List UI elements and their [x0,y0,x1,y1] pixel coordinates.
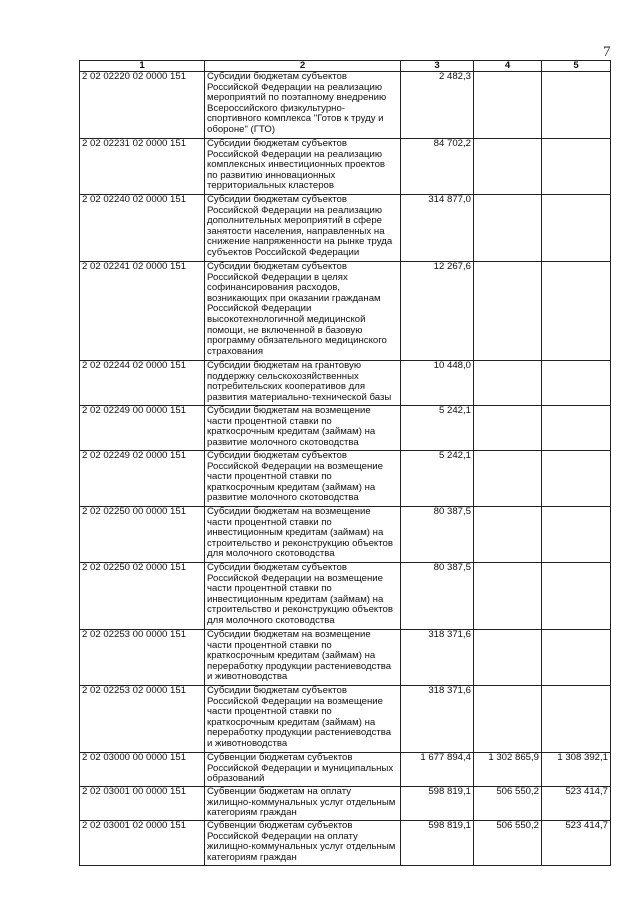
value-col5-cell [542,630,611,686]
name-cell: Субвенции бюджетам на оплату жилищно-коммунальных услуг отдельным категориям граждан [205,787,401,821]
value-col4-cell: 506 550,2 [474,787,542,821]
value-col5-cell [542,262,611,361]
table-row [80,507,611,563]
column-header-5: 5 [542,61,611,72]
value-col5-cell [542,195,611,262]
header-row [80,61,611,72]
value-col5-cell: 523 414,7 [542,787,611,821]
column-header-4: 4 [474,61,542,72]
table-row [80,753,611,787]
value-col3-cell: 12 267,6 [401,262,474,361]
table-row [80,72,611,139]
code-cell: 2 02 02249 02 0000 151 [80,451,205,507]
value-col3-cell: 318 371,6 [401,630,474,686]
value-col4-cell [474,563,542,630]
code-cell: 2 02 02241 02 0000 151 [80,262,205,361]
name-cell: Субсидии бюджетам на грантовую поддержку сельскохозяйственных потребительских кооперативов для развития материально-технической базы [205,361,401,406]
column-header-2: 2 [205,61,401,72]
code-cell: 2 02 03000 00 0000 151 [80,753,205,787]
value-col5-cell [542,72,611,139]
value-col5-cell [542,406,611,451]
value-col3-cell: 5 242,1 [401,406,474,451]
value-col3-cell: 80 387,5 [401,563,474,630]
table-row [80,451,611,507]
code-cell: 2 02 03001 02 0000 151 [80,821,205,866]
value-col4-cell [474,630,542,686]
code-cell: 2 02 02250 00 0000 151 [80,507,205,563]
value-col5-cell [542,563,611,630]
value-col3-cell: 314 877,0 [401,195,474,262]
name-cell: Субсидии бюджетам субъектов Российской Федерации на реализацию дополнительных мероприятий в сфере занятости населения, направленных на снижение напряженности на рынке труда субъектов Российской Федерации [205,195,401,262]
table-row [80,406,611,451]
table-row [80,139,611,195]
column-header-1: 1 [80,61,205,72]
value-col4-cell [474,361,542,406]
value-col4-cell [474,195,542,262]
table-row [80,630,611,686]
name-cell: Субсидии бюджетам на возмещение части процентной ставки по краткосрочным кредитам (займам) на переработку продукции растениеводства и животноводства [205,630,401,686]
value-col3-cell: 318 371,6 [401,686,474,753]
code-cell: 2 02 02220 02 0000 151 [80,72,205,139]
code-cell: 2 02 02250 02 0000 151 [80,563,205,630]
value-col5-cell: 523 414,7 [542,821,611,866]
table-row [80,563,611,630]
table-row [80,361,611,406]
table-row [80,262,611,361]
code-cell: 2 02 02244 02 0000 151 [80,361,205,406]
name-cell: Субсидии бюджетам субъектов Российской Федерации на возмещение части процентной ставки по краткосрочным кредитам (займам) на развитие молочного скотоводства [205,451,401,507]
value-col3-cell: 2 482,3 [401,72,474,139]
value-col4-cell [474,686,542,753]
table-row [80,787,611,821]
code-cell: 2 02 02240 02 0000 151 [80,195,205,262]
value-col4-cell [474,262,542,361]
value-col4-cell [474,72,542,139]
code-cell: 2 02 02231 02 0000 151 [80,139,205,195]
value-col5-cell [542,361,611,406]
code-cell: 2 02 02253 00 0000 151 [80,630,205,686]
value-col3-cell: 1 677 894,4 [401,753,474,787]
value-col4-cell [474,406,542,451]
table-row [80,195,611,262]
code-cell: 2 02 02253 02 0000 151 [80,686,205,753]
value-col5-cell [542,507,611,563]
value-col4-cell [474,451,542,507]
value-col3-cell: 598 819,1 [401,787,474,821]
name-cell: Субсидии бюджетам на возмещение части процентной ставки по инвестиционным кредитам (займам) на строительство и реконструкцию объектов для молочного скотоводства [205,507,401,563]
name-cell: Субсидии бюджетам субъектов Российской Федерации на реализацию комплексных инвестиционных проектов по развитию инновационных территориальных кластеров [205,139,401,195]
value-col3-cell: 598 819,1 [401,821,474,866]
code-cell: 2 02 02249 00 0000 151 [80,406,205,451]
value-col3-cell: 80 387,5 [401,507,474,563]
budget-table [79,60,611,866]
value-col5-cell: 1 308 392,1 [542,753,611,787]
value-col3-cell: 10 448,0 [401,361,474,406]
value-col3-cell: 5 242,1 [401,451,474,507]
name-cell: Субвенции бюджетам субъектов Российской Федерации на оплату жилищно-коммунальных услуг отдельным категориям граждан [205,821,401,866]
page-number: 7 [603,44,611,60]
value-col4-cell [474,139,542,195]
column-header-3: 3 [401,61,474,72]
name-cell: Субсидии бюджетам на возмещение части процентной ставки по краткосрочным кредитам (займам) на развитие молочного скотоводства [205,406,401,451]
name-cell: Субсидии бюджетам субъектов Российской Федерации на возмещение части процентной ставки по краткосрочным кредитам (займам) на переработку продукции растениеводства и животноводства [205,686,401,753]
name-cell: Субсидии бюджетам субъектов Российской Федерации на реализацию мероприятий по поэтапному внедрению Всероссийского физкультурно-спортивного комплекса "Готов к труду и обороне" (ГТО) [205,72,401,139]
value-col5-cell [542,451,611,507]
name-cell: Субсидии бюджетам субъектов Российской Федерации на возмещение части процентной ставки по инвестиционным кредитам (займам) на строительство и реконструкцию объектов для молочного скотоводства [205,563,401,630]
table-row [80,686,611,753]
table-row [80,821,611,866]
name-cell: Субсидии бюджетам субъектов Российской Федерации в целях софинансирования расходов, возникающих при оказании гражданам Российской Федерации высокотехнологичной медицинской помощи, не включенной в базовую программу обязательного медицинского страхования [205,262,401,361]
code-cell: 2 02 03001 00 0000 151 [80,787,205,821]
name-cell: Субвенции бюджетам субъектов Российской Федерации и муниципальных образований [205,753,401,787]
value-col5-cell [542,139,611,195]
value-col4-cell: 506 550,2 [474,821,542,866]
value-col5-cell [542,686,611,753]
table-body [80,72,611,866]
value-col4-cell: 1 302 865,9 [474,753,542,787]
value-col3-cell: 84 702,2 [401,139,474,195]
value-col4-cell [474,507,542,563]
